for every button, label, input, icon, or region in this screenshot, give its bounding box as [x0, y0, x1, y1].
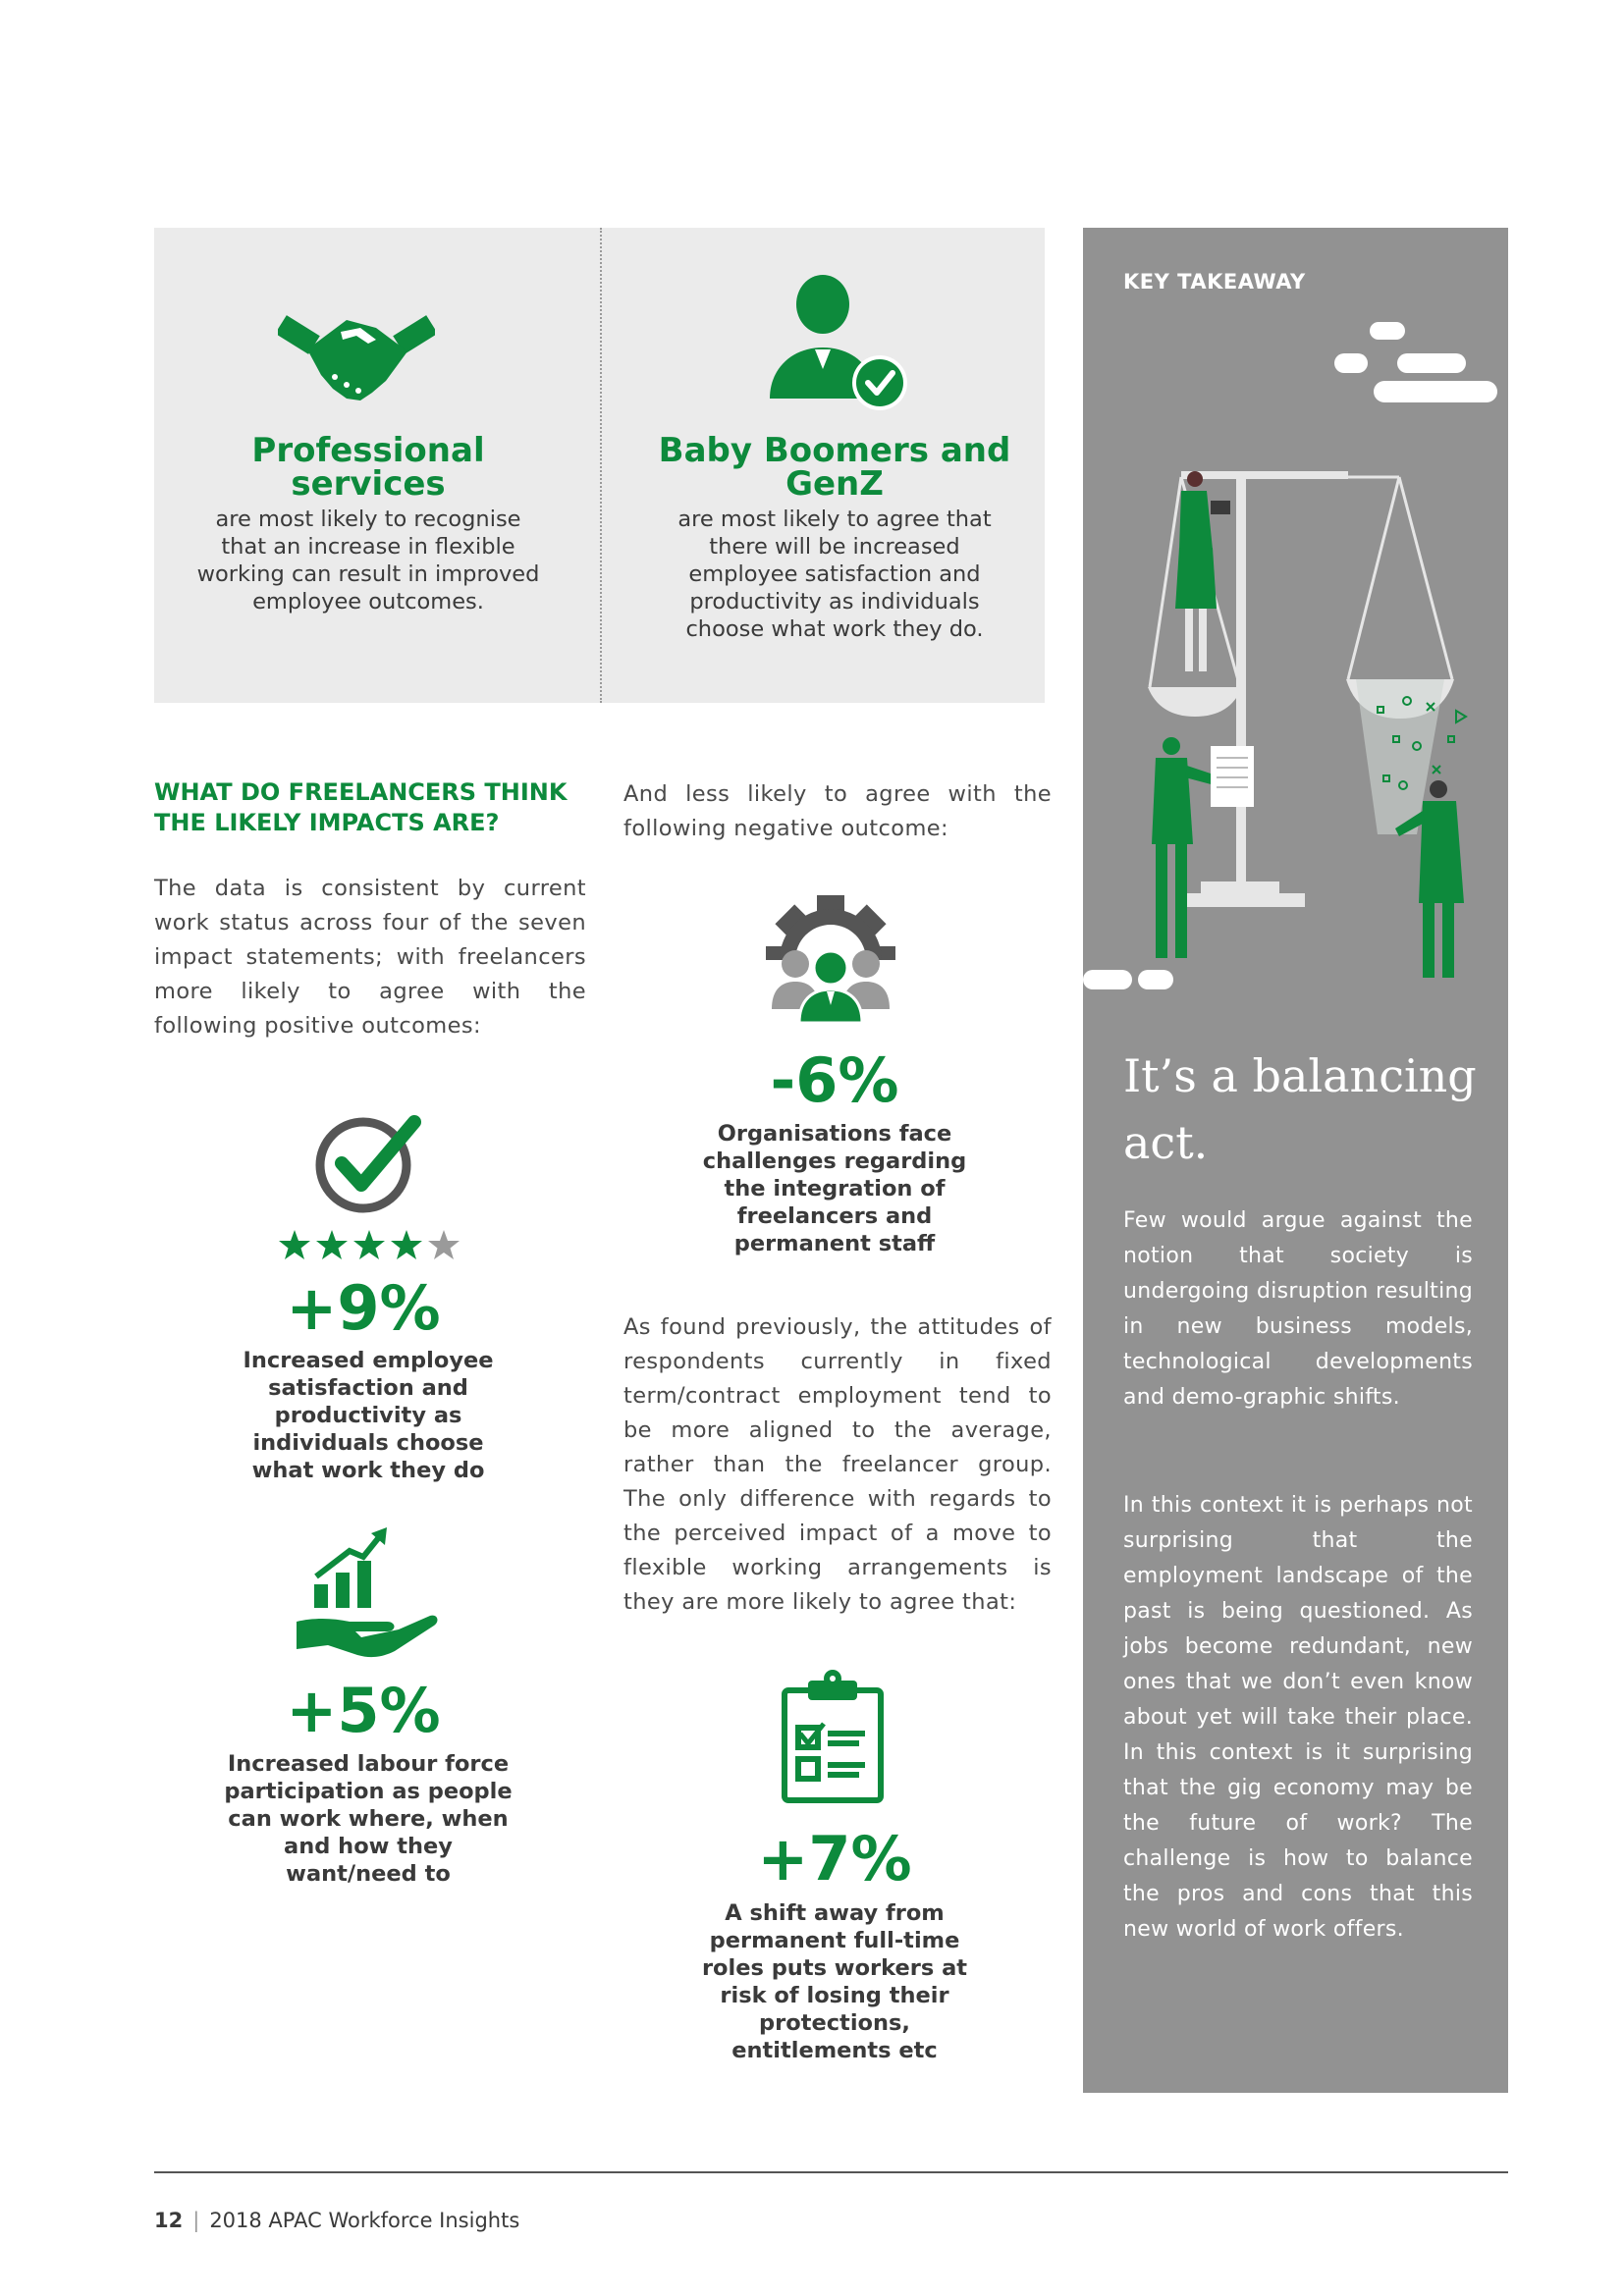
takeaway-paragraph-2: In this context it is perhaps not surprising that the employment landscape of the past is being questioned. As jobs become redundant, new ones that we don’t even know about yet will take their place. In this context is it surprising that the gig economy may be the future of work? The challenge is how to balance the pros and cons that this new world of work offers.: [1123, 1493, 1473, 1942]
footer: [154, 2209, 519, 2232]
panel-right-body: are most likely to agree that there will be increased employee satisfaction and productivity as individuals choose what work they do.: [677, 507, 992, 642]
stat-satisfaction-desc: Increased employee satisfaction and productivity as individuals choose what work they do: [243, 1348, 494, 1483]
key-takeaway-label: KEY TAKEAWAY: [1123, 270, 1306, 294]
takeaway-headline: It’s a balancing act.: [1123, 1049, 1477, 1169]
star-icon: [391, 1230, 422, 1259]
middle-body: As found previously, the attitudes of respondents currently in fixed term/contract employment tend to be more aligned to the average, rather than the freelancer group. The only difference with regards to the perceived impact of a move to flexible working arrangements is they are more likely to agree that:: [623, 1314, 1052, 1615]
growth-hand-icon: [293, 1527, 440, 1665]
star-rating: [278, 1229, 460, 1266]
footer-separator: |: [192, 2209, 200, 2232]
clipboard-checklist-icon: [781, 1669, 889, 1806]
stat-labour-desc: Increased labour force participation as people can work where, when and how they want/need to: [224, 1751, 513, 1887]
handshake-icon: [278, 306, 435, 408]
balance-scale-illustration: [1083, 314, 1508, 1001]
publication-title: 2018 APAC Workforce Insights: [209, 2209, 520, 2232]
stat-protections-desc: A shift away from permanent full-time roles puts workers at risk of losing their protections, entitlements etc: [701, 1900, 968, 2063]
stat-labour-value: +5%: [286, 1675, 441, 1746]
check-circle-icon: [312, 1112, 422, 1214]
freelancers-body: The data is consistent by current work status across four of the seven impact statements; with freelancers more likely to agree with the following positive outcomes:: [154, 876, 586, 1039]
person-check-icon: [764, 275, 911, 412]
star-icon: [353, 1230, 385, 1259]
takeaway-paragraph-1: Few would argue against the notion that society is undergoing disruption resulting in new business models, technological developments and demo-graphic shifts.: [1123, 1208, 1473, 1410]
panel-left-title: Professional services: [251, 431, 485, 504]
stat-protections-value: +7%: [757, 1823, 912, 1895]
negative-intro: And less likely to agree with the following negative outcome:: [623, 781, 1052, 841]
star-icon: [428, 1230, 460, 1259]
stat-satisfaction-value: +9%: [286, 1272, 441, 1344]
stat-integration-desc: Organisations face challenges regarding the integration of freelancers and permanent staff: [702, 1121, 967, 1256]
panel-divider: [600, 228, 602, 703]
gear-people-icon: [764, 895, 897, 1033]
footer-rule: [154, 2171, 1508, 2173]
panel-right-title: Baby Boomers and GenZ: [658, 431, 1011, 504]
stat-integration-value: -6%: [770, 1044, 899, 1116]
page-number: 12: [154, 2209, 184, 2232]
freelancers-heading: WHAT DO FREELANCERS THINK THE LIKELY IMPACTS ARE?: [154, 778, 568, 836]
star-icon: [316, 1230, 348, 1259]
star-icon: [279, 1230, 310, 1259]
panel-left-body: are most likely to recognise that an increase in flexible working can result in improved employee outcomes.: [196, 507, 540, 614]
